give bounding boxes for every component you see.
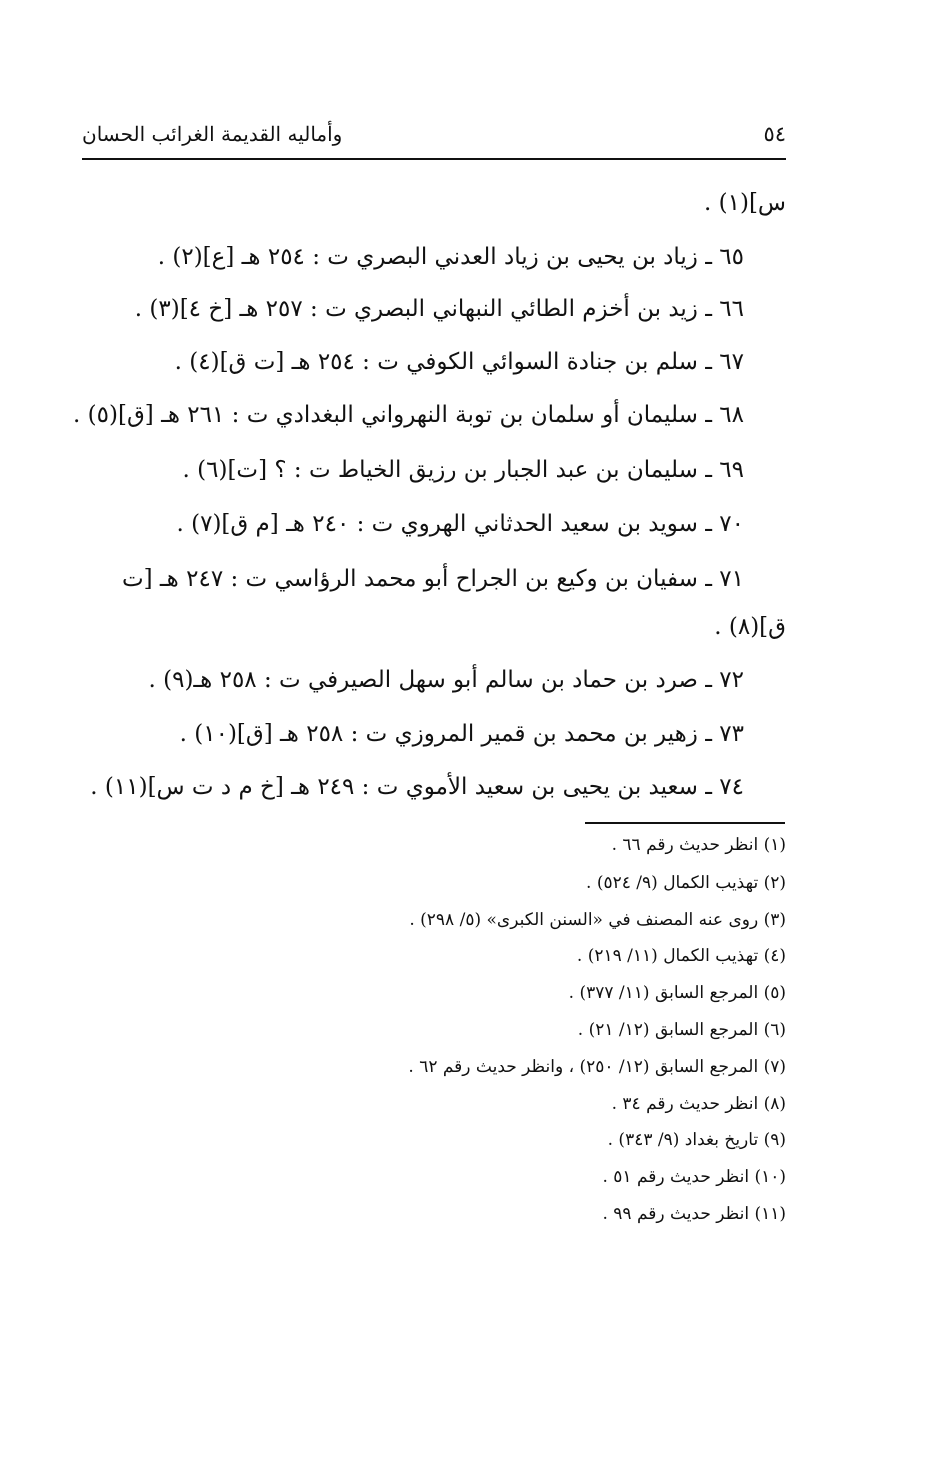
footnote: (٦) المرجع السابق (١٢/ ٢١) . <box>577 1020 786 1040</box>
footnote: (١١) انظر حديث رقم ٩٩ . <box>602 1204 786 1224</box>
main-text <box>73 0 786 820</box>
footnote: (٧) المرجع السابق (١٢/ ٢٥٠) ، وانظر حديث رقم ٦٢ . <box>408 1057 786 1077</box>
book-title: وأماليه القديمة الغرائب الحسان <box>82 122 343 146</box>
footnote: (٤) تهذيب الكمال (١١/ ٢١٩) . <box>576 946 786 966</box>
entry-66: ٦٦ ـ زيد بن أخزم الطائي النبهاني البصري ت : ٢٥٧ هـ [خ ٤](٣) . <box>134 296 744 322</box>
footnote: (٥) المرجع السابق (١١/ ٣٧٧) . <box>568 983 786 1003</box>
footnote: (٢) تهذيب الكمال (٩/ ٥٢٤) . <box>586 873 786 893</box>
entry-70: ٧٠ ـ سويد بن سعيد الحدثاني الهروي ت : ٢٤٠ هـ [م ق](٧) . <box>176 511 744 537</box>
entry-67: ٦٧ ـ سلم بن جنادة السوائي الكوفي ت : ٢٥٤ هـ [ت ق](٤) . <box>174 349 744 375</box>
page-number: ٥٤ <box>763 122 786 146</box>
footnote: (٨) انظر حديث رقم ٣٤ . <box>611 1094 786 1114</box>
entry-73: ٧٣ ـ زهير بن محمد بن قمير المروزي ت : ٢٥٨ هـ [ق](١٠) . <box>179 721 744 747</box>
footnote: (١) انظر حديث رقم ٦٦ . <box>611 835 786 855</box>
footnote-separator <box>585 822 785 824</box>
entry-65: ٦٥ ـ زياد بن يحيى بن زياد العدني البصري ت : ٢٥٤ هـ [ع](٢) . <box>157 244 744 270</box>
footnote: (٩) تاريخ بغداد (٩/ ٣٤٣) . <box>607 1130 786 1150</box>
entry-74: ٧٤ ـ سعيد بن يحيى بن سعيد الأموي ت : ٢٤٩ هـ [خ م د ت س](١١) . <box>90 774 744 800</box>
entry-71-continuation: ق](٨) . <box>714 614 786 640</box>
footnote: (١٠) انظر حديث رقم ٥١ . <box>602 1167 786 1187</box>
entry-68: ٦٨ ـ سليمان أو سلمان بن توبة النهرواني البغدادي ت : ٢٦١ هـ [ق](٥) . <box>73 402 744 428</box>
entry-72: ٧٢ ـ صرد بن حماد بن سالم أبو سهل الصيرفي ت : ٢٥٨ هـ(٩) . <box>148 667 744 693</box>
footnote: (٣) روى عنه المصنف في «السنن الكبرى» (٥/ ٢٩٨) . <box>409 910 786 930</box>
continuation-line: س](١) . <box>704 190 786 216</box>
entry-71: ٧١ ـ سفيان بن وكيع بن الجراح أبو محمد الرؤاسي ت : ٢٤٧ هـ [ت <box>122 566 744 592</box>
entry-69: ٦٩ ـ سليمان بن عبد الجبار بن رزيق الخياط ت : ؟ [ت](٦) . <box>182 457 744 483</box>
